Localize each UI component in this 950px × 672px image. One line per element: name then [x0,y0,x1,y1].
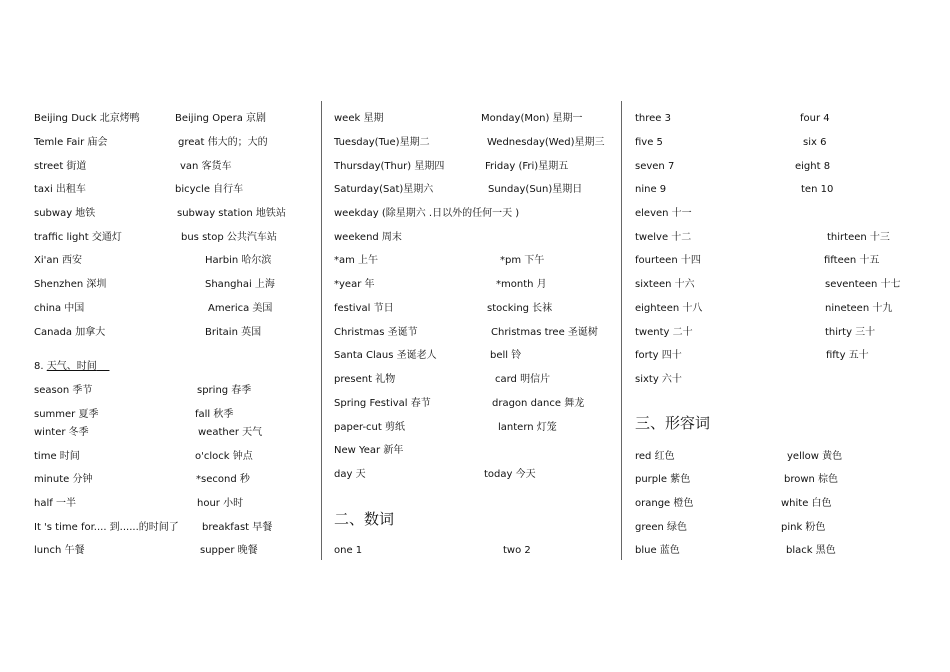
vocab-term: Canada 加拿大 [34,327,106,338]
vocab-term: Santa Claus 圣诞老人 [334,350,437,361]
vocab-term: summer 夏季 [34,409,99,420]
vocab-term: Xi'an 西安 [34,255,83,266]
vocab-term: eighteen 十八 [635,303,703,314]
vocab-term: sixteen 十六 [635,279,695,290]
vocab-term: china 中国 [34,303,85,314]
vocab-term: Saturday(Sat)星期六 [334,184,434,195]
vocab-term: forty 四十 [635,350,682,361]
vocab-term: yellow 黄色 [787,451,843,462]
vocab-term: *am 上午 [334,255,379,266]
vocab-term: brown 棕色 [784,474,839,485]
vocab-term: traffic light 交通灯 [34,232,122,243]
vocab-term: Christmas 圣诞节 [334,327,418,338]
vocab-term: *year 年 [334,279,375,290]
vocab-term: ten 10 [801,184,834,195]
vocab-term: o'clock 钟点 [195,451,253,462]
vocab-term: weekend 周末 [334,232,402,243]
vocab-term: blue 蓝色 [635,545,680,556]
vocab-term: season 季节 [34,385,93,396]
vocab-term: Beijing Duck 北京烤鸭 [34,113,140,124]
vocab-term: red 红色 [635,451,675,462]
vocab-term: five 5 [635,137,663,148]
vocab-term: fourteen 十四 [635,255,701,266]
vocab-term: great 伟大的；大的 [178,137,268,148]
section-title: 天气、时间 [46,361,97,372]
vocab-term: Wednesday(Wed)星期三 [487,137,605,148]
vocab-term: van 客货车 [180,161,232,172]
vocab-term: Spring Festival 春节 [334,398,431,409]
vocab-term: day 天 [334,469,366,480]
vocab-term: supper 晚餐 [200,545,258,556]
vocab-term: lantern 灯笼 [498,422,557,433]
vocab-term: seven 7 [635,161,675,172]
vocab-term: weather 天气 [198,427,263,438]
vocab-term: Thursday(Thur) 星期四 [334,161,445,172]
vocab-term: three 3 [635,113,671,124]
section-heading [34,361,109,373]
section-heading: 二、数词 [334,510,395,528]
vocab-term: Friday (Fri)星期五 [485,161,569,172]
vocab-term: white 白色 [781,498,832,509]
vocab-term: taxi 出租车 [34,184,86,195]
vocab-term: fifteen 十五 [824,255,880,266]
vocab-term: spring 春季 [197,385,252,396]
vocab-term: seventeen 十七 [825,279,901,290]
vocab-term: dragon dance 舞龙 [492,398,585,409]
vocab-term: Tuesday(Tue)星期二 [334,137,430,148]
vocab-term: fifty 五十 [826,350,869,361]
vocab-term: time 时间 [34,451,80,462]
vocab-term: six 6 [803,137,827,148]
vocab-term: purple 紫色 [635,474,691,485]
vocab-term: winter 冬季 [34,427,89,438]
vocab-term: Monday(Mon) 星期一 [481,113,583,124]
vocab-term: bell 铃 [490,350,522,361]
vocab-term: *month 月 [496,279,547,290]
vocab-term: thirteen 十三 [827,232,890,243]
vocab-term: *pm 下午 [500,255,545,266]
vocab-term: nineteen 十九 [825,303,893,314]
vocab-term: lunch 午餐 [34,545,85,556]
vocab-term: subway 地铁 [34,208,96,219]
vocab-term: subway station 地铁站 [177,208,286,219]
column-divider [321,101,322,560]
vocab-term: nine 9 [635,184,667,195]
vocab-term: New Year 新年 [334,445,404,456]
vocab-term: present 礼物 [334,374,396,385]
vocab-term: thirty 三十 [825,327,876,338]
vocab-term: paper-cut 剪纸 [334,422,405,433]
column-divider [621,101,622,560]
vocab-term: card 明信片 [495,374,551,385]
vocab-term: twenty 二十 [635,327,693,338]
vocab-term: twelve 十二 [635,232,692,243]
vocab-term: festival 节日 [334,303,394,314]
section-heading: 三、形容词 [635,414,711,432]
vocab-term: eight 8 [795,161,831,172]
vocab-term: black 黑色 [786,545,836,556]
vocab-term: Beijing Opera 京剧 [175,113,267,124]
vocab-term: today 今天 [484,469,536,480]
vocab-term: Shanghai 上海 [205,279,275,290]
vocab-term: four 4 [800,113,830,124]
vocab-term: Temle Fair 庙会 [34,137,108,148]
vocab-term: bicycle 自行车 [175,184,244,195]
vocab-term: *second 秒 [196,474,250,485]
vocab-term: Shenzhen 深圳 [34,279,107,290]
vocab-term: hour 小时 [197,498,244,509]
section-number: 8. [34,361,44,372]
vocab-term: half 一半 [34,498,76,509]
vocab-term: minute 分钟 [34,474,93,485]
vocab-term: Christmas tree 圣诞树 [491,327,598,338]
vocab-term: Sunday(Sun)星期日 [488,184,583,195]
vocab-term: sixty 六十 [635,374,682,385]
vocab-term: green 绿色 [635,522,688,533]
vocab-term: It 's time for.... 到......的时间了 [34,522,179,533]
vocab-term: Britain 英国 [205,327,262,338]
vocab-term: fall 秋季 [195,409,234,420]
vocab-term: eleven 十一 [635,208,692,219]
vocab-term: breakfast 早餐 [202,522,273,533]
vocab-term: one 1 [334,545,363,556]
vocab-term: bus stop 公共汽车站 [181,232,277,243]
vocab-term: Harbin 哈尔滨 [205,255,272,266]
vocab-term: street 街道 [34,161,87,172]
vocab-term: week 星期 [334,113,384,124]
vocab-term: America 美国 [208,303,273,314]
vocab-term: stocking 长袜 [487,303,553,314]
vocab-term: pink 粉色 [781,522,826,533]
vocab-term: weekday (除星期六 .日以外的任何一天 ) [334,208,520,219]
vocab-term: orange 橙色 [635,498,694,509]
vocab-term: two 2 [503,545,531,556]
